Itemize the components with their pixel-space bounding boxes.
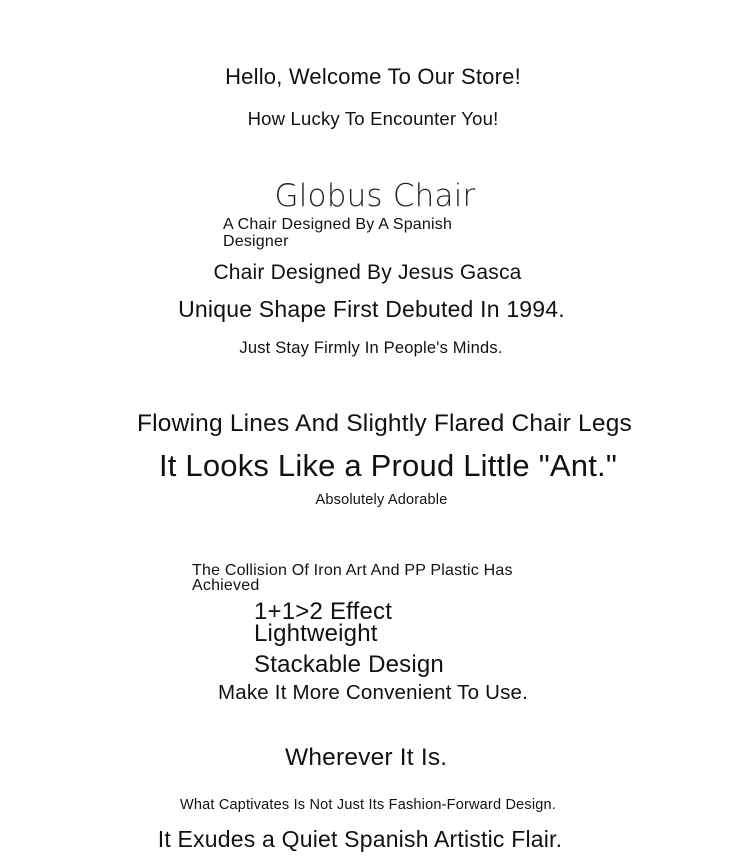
ant-text: It Looks Like a Proud Little "Ant." — [158, 448, 618, 483]
designer-text: Chair Designed By Jesus Gasca — [213, 261, 522, 284]
product-title: Globus Chair — [274, 178, 476, 214]
welcome-tagline: How Lucky To Encounter You! — [247, 108, 499, 129]
collision-text: The Collision Of Iron Art And PP Plastic Has Achieved — [192, 562, 513, 594]
captivates-text: What Captivates Is Not Just Its Fashion-Forward Design. — [179, 797, 557, 813]
lines-text: Flowing Lines And Slightly Flared Chair Legs — [137, 410, 632, 437]
flair-text: It Exudes a Quiet Spanish Artistic Flair. — [157, 826, 563, 852]
convenient-text: Make It More Convenient To Use. — [217, 681, 529, 704]
product-subtitle: A Chair Designed By A Spanish Designer — [223, 216, 453, 250]
stackable-text: Stackable Design — [254, 651, 444, 678]
wherever-text: Wherever It Is. — [285, 744, 448, 771]
effect-text: 1+1>2 Effect Lightweight — [254, 598, 393, 647]
adorable-text: Absolutely Adorable — [315, 492, 448, 508]
welcome-heading: Hello, Welcome To Our Store! — [225, 64, 521, 89]
memory-text: Just Stay Firmly In People's Minds. — [239, 339, 503, 357]
debut-text: Unique Shape First Debuted In 1994. — [178, 296, 565, 322]
